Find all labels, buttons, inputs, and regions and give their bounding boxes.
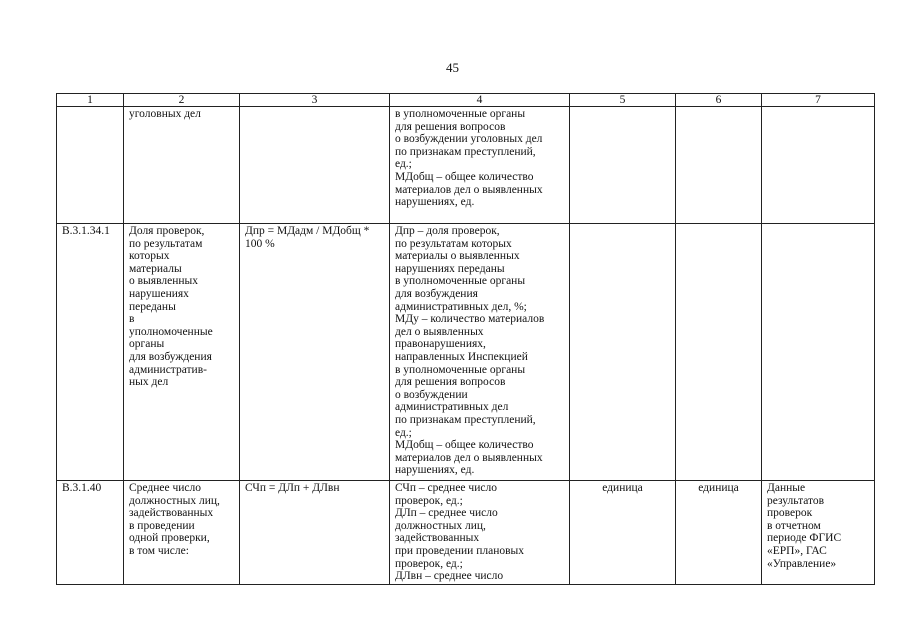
indicator-name: Среднее число должностных лиц, задействованных в проведении одной проверки, в том числе:: [124, 481, 240, 585]
page-number: 45: [446, 60, 459, 75]
formula-description: Дпр – доля проверок, по результатам которых материалы о выявленных нарушениях переданы в уполномоченные органы для возбуждения административных дел, %; МДу – количество материалов дел о выявленных правонарушениях, направленных Инспекцией в уполномоченные органы для решения вопросов о возбуждении административных дел по признакам преступлений, ед.; МДобщ – общее количество материалов дел о выявленных нарушениях, ед.: [390, 224, 570, 481]
header-cell-3: 3: [240, 94, 390, 107]
indicator-formula: [240, 107, 390, 224]
data-source: [762, 107, 875, 224]
header-cell-4: 4: [390, 94, 570, 107]
data-source: Данные результатов проверок в отчетном периоде ФГИС «ЕРП», ГАС «Управление»: [762, 481, 875, 585]
unit-cell: [570, 107, 676, 224]
indicators-table: [56, 93, 875, 585]
unit-cell: [676, 224, 762, 481]
unit-cell: [570, 224, 676, 481]
unit-cell: единица: [570, 481, 676, 585]
header-cell-6: 6: [676, 94, 762, 107]
indicator-code: [57, 107, 124, 224]
data-source: [762, 224, 875, 481]
unit-cell: единица: [676, 481, 762, 585]
table-row: [57, 224, 875, 481]
header-cell-5: 5: [570, 94, 676, 107]
header-cell-7: 7: [762, 94, 875, 107]
indicator-formula: Дпр = МДадм / МДобщ * 100 %: [240, 224, 390, 481]
header-row: [57, 94, 875, 107]
formula-description: СЧп – среднее число проверок, ед.; ДЛп – среднее число должностных лиц, задействованных при проведении плановых проверок, ед.; ДЛвн – среднее число: [390, 481, 570, 585]
indicator-code: В.3.1.40: [57, 481, 124, 585]
unit-cell: [676, 107, 762, 224]
table-row: [57, 107, 875, 224]
header-cell-1: 1: [57, 94, 124, 107]
indicator-name: уголовных дел: [124, 107, 240, 224]
indicator-formula: СЧп = ДЛп + ДЛвн: [240, 481, 390, 585]
header-cell-2: 2: [124, 94, 240, 107]
formula-description: в уполномоченные органы для решения вопросов о возбуждении уголовных дел по признакам преступлений, ед.; МДобщ – общее количество материалов дел о выявленных нарушениях, ед.: [390, 107, 570, 224]
table-row: [57, 481, 875, 585]
indicator-name: Доля проверок, по результатам которых материалы о выявленных нарушениях переданы в уполномоченные органы для возбуждения административ- ных дел: [124, 224, 240, 481]
indicator-code: В.3.1.34.1: [57, 224, 124, 481]
